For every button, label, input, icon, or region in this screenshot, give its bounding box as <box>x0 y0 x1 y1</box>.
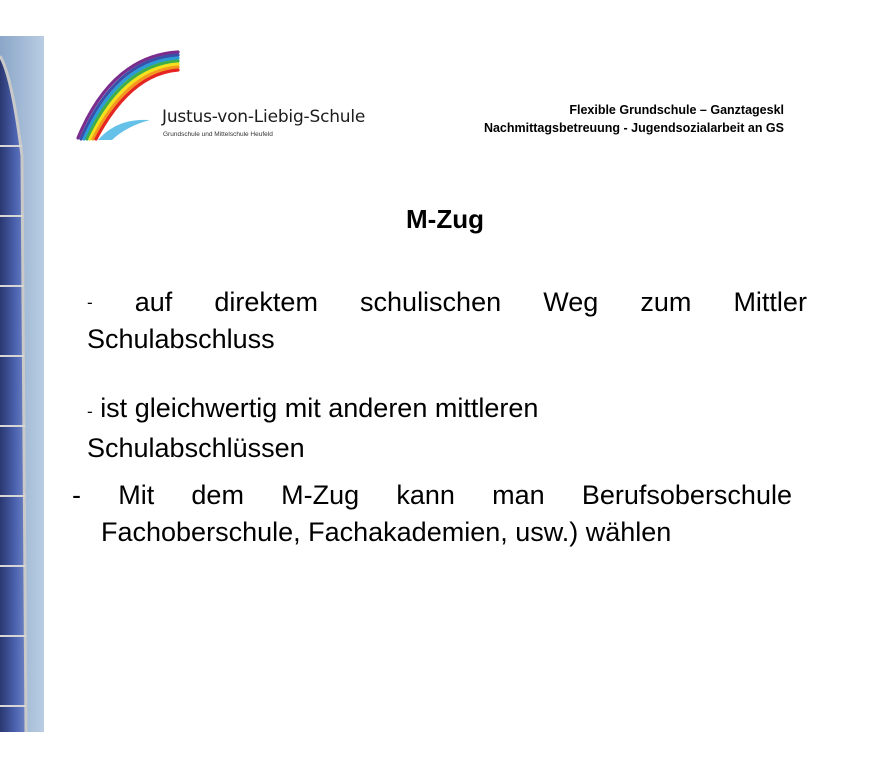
word: direktem <box>214 287 318 317</box>
bullet-marker: - <box>72 480 81 510</box>
word: Weg <box>543 287 599 317</box>
school-logo <box>72 48 372 148</box>
school-name: Justus-von-Liebig-Schule <box>162 107 366 127</box>
word: schulischen <box>360 287 502 317</box>
bullet-marker: - <box>87 293 93 312</box>
word: Mit <box>118 480 155 510</box>
school-subtitle: Grundschule und Mittelschule Heufeld <box>163 131 273 138</box>
word: dem <box>191 480 244 510</box>
bullet-2-line-2: Schulabschlüssen <box>87 433 305 463</box>
bullet-2-text: ist gleichwertig mit anderen mittleren <box>100 393 539 423</box>
word: Berufsoberschule <box>581 480 792 510</box>
bullet-3-line-2: Fachoberschule, Fachakademien, usw.) wählen <box>101 517 672 547</box>
header-line-2: Nachmittagsbetreuung - Jugendsozialarbeit an GS <box>483 121 784 135</box>
bullet-1-line-2: Schulabschluss <box>87 324 275 354</box>
header-line-1: Flexible Grundschule – Ganztageskl <box>569 103 784 117</box>
bullet-2 <box>87 390 538 467</box>
building-photo <box>0 36 44 732</box>
word: kann <box>396 480 455 510</box>
word: man <box>492 480 545 510</box>
header-info <box>484 101 784 137</box>
bullet-1-line-1 <box>87 284 807 321</box>
bullet-3-line-1 <box>72 477 792 514</box>
page-title: M-Zug <box>406 204 484 234</box>
bullet-marker: - <box>87 402 93 421</box>
word: Mittler <box>733 287 807 317</box>
word: zum <box>640 287 692 317</box>
bullet-3 <box>72 477 792 551</box>
word: M-Zug <box>281 480 360 510</box>
word: auf <box>134 287 173 317</box>
bullet-2-line-1 <box>87 390 538 430</box>
bullet-1 <box>87 284 807 358</box>
